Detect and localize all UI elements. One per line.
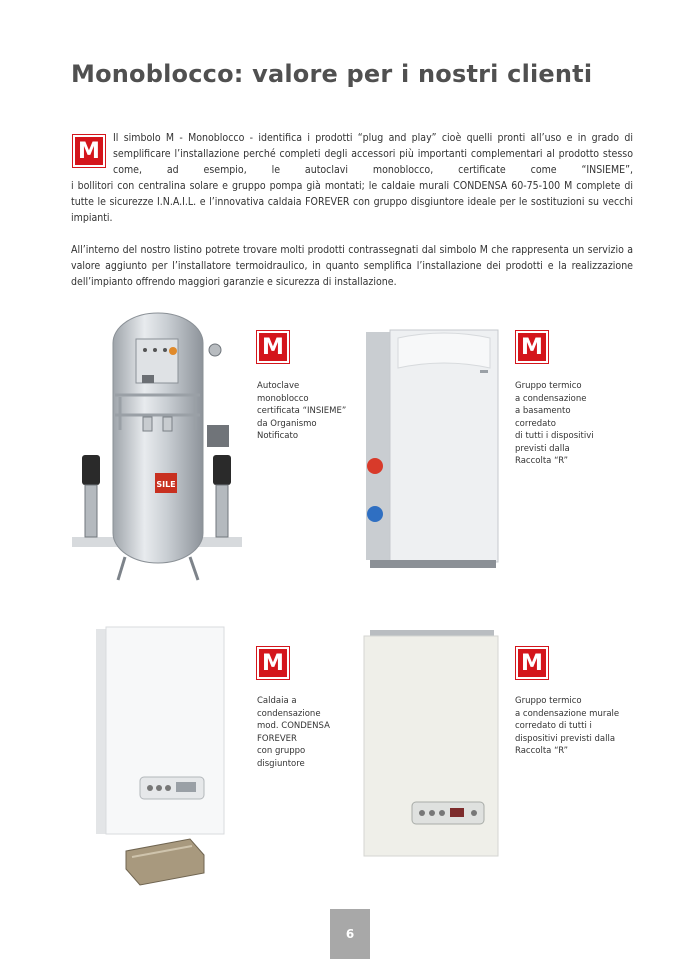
monoblocco-badge: M: [257, 331, 289, 363]
wall-boiler-forever-illustration: [92, 625, 227, 887]
monoblocco-badge: M: [516, 647, 548, 679]
monoblocco-badge: M: [516, 331, 548, 363]
page-title: Monoblocco: valore per i nostri clienti: [71, 60, 593, 88]
intro-paragraph-part1: Il simbolo M - Monoblocco - identifica i prodotti “plug and play” cioè quelli pronti all’uso e in grado di semplificare l’installazione perché completi degli accessori più importanti complementari al prodotto stesso come, ad esempio, le autoclavi monoblocco, certificate come “INSIEME”,: [113, 132, 633, 176]
floor-boiler-illustration: [362, 328, 502, 573]
second-paragraph: All’interno del nostro listino potrete trovare molti prodotti contrassegnati dal simbolo M che rappresenta un servizio a valore aggiunto per l’installatore termoidraulico, in quanto semplifica l’installazione dei prodotti e la realizzazione dell’impianto offrendo maggiori garanzie e sicurezza di installazione.: [71, 244, 633, 288]
page-number: 6: [330, 909, 370, 959]
product-image-wall-boiler-forever: [92, 625, 227, 887]
product-caption: Autoclave monoblocco certificata “INSIEME” da Organismo Notificato: [257, 381, 347, 441]
monoblocco-badge: M: [73, 135, 105, 167]
product-caption: Caldaia a condensazione mod. CONDENSA FOREVER con gruppo disgiuntore: [257, 696, 330, 769]
product-image-autoclave: [70, 305, 245, 585]
wall-condensing-unit-illustration: [362, 630, 502, 858]
monoblocco-badge: M: [257, 647, 289, 679]
product-image-wall-condensing-unit: [362, 630, 502, 858]
product-caption: Gruppo termico a condensazione murale corredato di tutti i dispositivi previsti dalla Raccolta “R”: [515, 696, 620, 756]
autoclave-illustration: [70, 305, 245, 585]
product-brand-mark: SILE: [156, 480, 176, 489]
product-image-floor-boiler: [362, 328, 502, 573]
intro-paragraph-part2: i bollitori con centralina solare e gruppo pompa già montati; le caldaie murali CONDENSA 60-75-100 M complete di tutte le sicurezze I.N.A.I.L. e l’innovativa caldaia FOREVER con gruppo disgiuntore ideale per le sostituzioni su vecchi impianti.: [71, 180, 633, 224]
product-caption: Gruppo termico a condensazione a basamento corredato di tutti i dispositivi previsti dalla Raccolta “R”: [515, 381, 594, 466]
